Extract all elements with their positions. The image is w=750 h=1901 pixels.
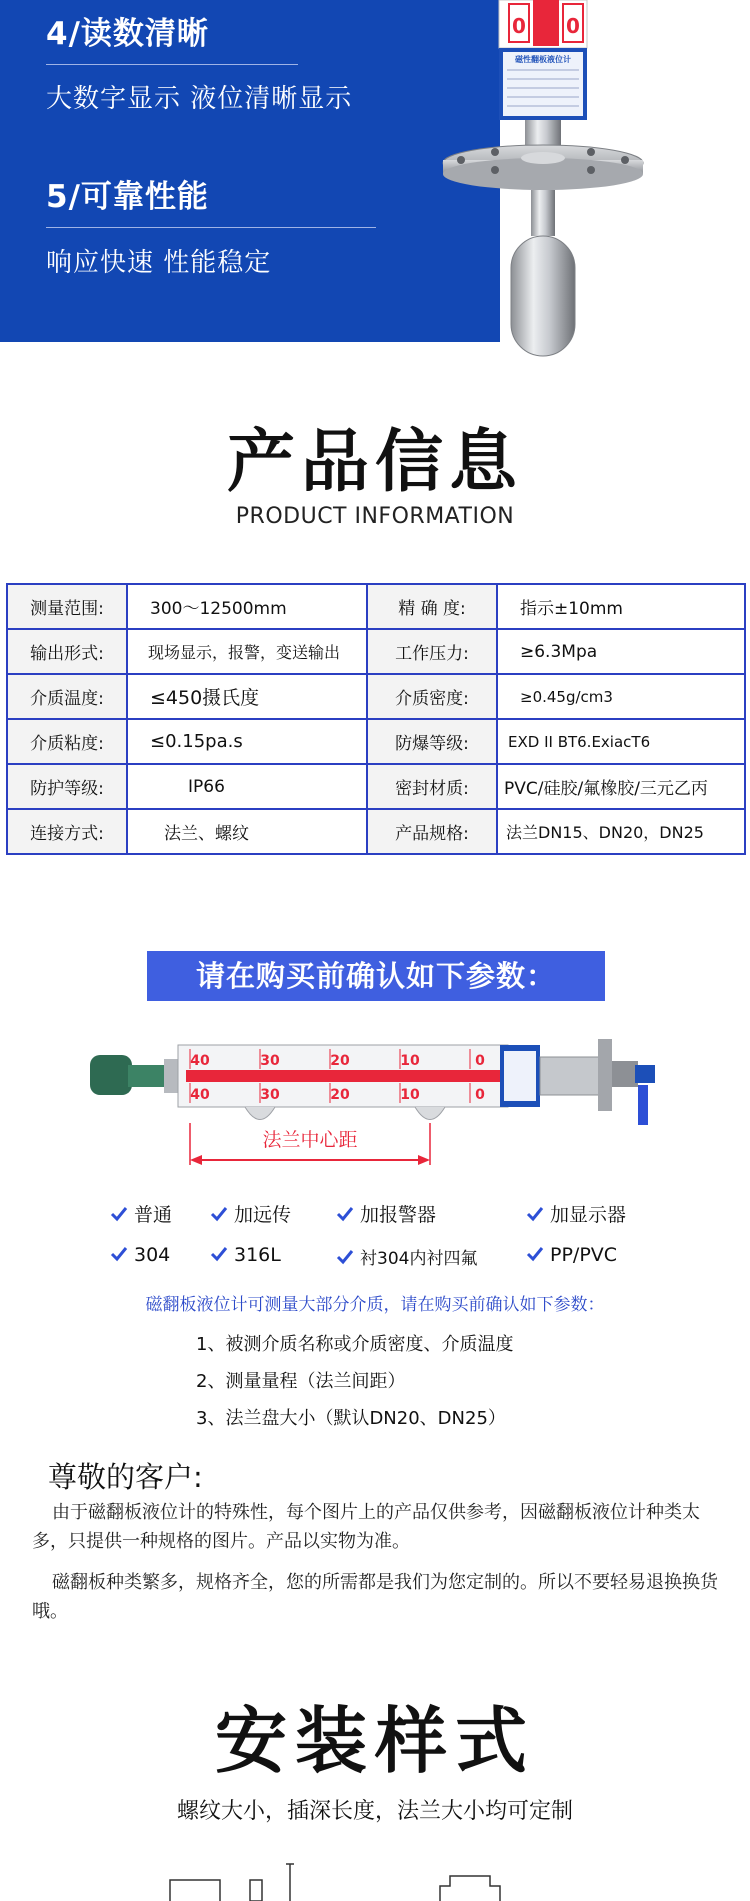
table-row — [7, 629, 745, 674]
spec-label: 精 确 度: — [367, 584, 497, 629]
customer-paragraph-2: 磁翻板种类繁多，规格齐全，您的所需都是我们为您定制的。所以不要轻易退换换货哦。 — [32, 1572, 718, 1622]
spec-value: 法兰、螺纹 — [127, 809, 367, 854]
spec-value: EXD II BT6.ExiacT6 — [497, 719, 745, 764]
spec-label: 测量范围: — [7, 584, 127, 629]
gauge-scale-label: 20 — [330, 1087, 350, 1103]
feature-desc-readability: 大数字显示 液位清晰显示 — [46, 84, 353, 114]
spec-value: 现场显示，报警，变送输出 — [127, 629, 367, 674]
option-ptfe-lined[interactable]: 衬304内衬四氟 — [336, 1244, 477, 1269]
spec-value: ≤450摄氏度 — [127, 674, 367, 719]
spec-label: 介质密度: — [367, 674, 497, 719]
gauge-digit-left: 0 — [512, 14, 526, 38]
option-display[interactable]: 加显示器 — [526, 1200, 626, 1227]
gauge-scale-label: 30 — [260, 1053, 280, 1069]
table-row — [7, 674, 745, 719]
spec-label: 介质温度: — [7, 674, 127, 719]
install-title: 安装样式 — [214, 1699, 535, 1783]
spec-label: 工作压力: — [367, 629, 497, 674]
spec-label: 防爆等级: — [367, 719, 497, 764]
spec-value: ≥0.45g/cm3 — [497, 674, 745, 719]
gauge-scale-label: 40 — [190, 1053, 210, 1069]
spec-label: 防护等级: — [7, 764, 127, 809]
product-info-title: 产品信息 — [226, 423, 523, 502]
option-alarm[interactable]: 加报警器 — [336, 1200, 436, 1227]
spec-value: 法兰DN15、DN20，DN25 — [497, 809, 745, 854]
gauge-scale-label: 10 — [400, 1087, 420, 1103]
option-standard[interactable]: 普通 — [110, 1200, 172, 1227]
checkmark-icon — [526, 1245, 544, 1263]
checkmark-icon — [210, 1245, 228, 1263]
spec-value: 指示±10mm — [497, 584, 745, 629]
gauge-scale-label: 10 — [400, 1053, 420, 1069]
spec-table — [6, 583, 746, 855]
checkmark-icon — [336, 1205, 354, 1223]
gauge-scale-label: 0 — [475, 1087, 485, 1103]
table-row — [7, 584, 745, 629]
flange-center-label: 法兰中心距 — [262, 1129, 358, 1151]
gauge-scale-label: 0 — [475, 1053, 485, 1069]
customer-paragraph-1: 由于磁翻板液位计的特殊性，每个图片上的产品仅供参考，因磁翻板液位计种类太多，只提供一种规格的图片。产品以实物为准。 — [32, 1502, 700, 1552]
checkmark-icon — [336, 1248, 354, 1266]
checkmark-icon — [110, 1205, 128, 1223]
spec-value: PVC/硅胶/氟橡胶/三元乙丙 — [497, 764, 745, 809]
gauge-scale-label: 40 — [190, 1087, 210, 1103]
feature-desc-reliability: 响应快速 性能稳定 — [46, 248, 272, 278]
spec-label: 产品规格: — [367, 809, 497, 854]
param-item: 2、测量量程（法兰间距） — [196, 1371, 406, 1392]
table-row — [7, 719, 745, 764]
feature-divider — [46, 227, 376, 228]
feature-title-reliability: 5/可靠性能 — [46, 179, 209, 215]
feature-title-readability: 4/读数清晰 — [46, 16, 209, 52]
feature-divider — [46, 64, 298, 65]
gauge-scale-label: 30 — [260, 1087, 280, 1103]
table-row — [7, 764, 745, 809]
product-info-subtitle: PRODUCT INFORMATION — [235, 504, 515, 529]
spec-value: 300～12500mm — [127, 584, 367, 629]
table-row — [7, 809, 745, 854]
spec-label: 密封材质: — [367, 764, 497, 809]
option-304[interactable]: 304 — [110, 1244, 170, 1266]
checkmark-icon — [210, 1205, 228, 1223]
param-item: 1、被测介质名称或介质密度、介质温度 — [196, 1334, 514, 1355]
gauge-scale-label: 20 — [330, 1053, 350, 1069]
spec-label: 连接方式: — [7, 809, 127, 854]
checkmark-icon — [526, 1205, 544, 1223]
spec-label: 输出形式: — [7, 629, 127, 674]
spec-value: ≤0.15pa.s — [127, 719, 367, 764]
option-pp-pvc[interactable]: PP/PVC — [526, 1244, 617, 1266]
customer-greeting: 尊敬的客户: — [48, 1460, 203, 1494]
checkmark-icon — [110, 1245, 128, 1263]
measurement-note: 磁翻板液位计可测量大部分介质，请在购买前确认如下参数： — [145, 1295, 605, 1315]
option-316l[interactable]: 316L — [210, 1244, 281, 1266]
confirm-banner: 请在购买前确认如下参数： — [147, 951, 605, 1001]
spec-label: 介质粘度: — [7, 719, 127, 764]
option-remote-transmit[interactable]: 加远传 — [210, 1200, 291, 1227]
install-subtitle: 螺纹大小，插深长度，法兰大小均可定制 — [176, 1799, 573, 1824]
level-gauge-product-image — [415, 0, 685, 380]
nameplate-title: 磁性翻板液位计 — [515, 55, 571, 64]
param-item: 3、法兰盘大小（默认DN20、DN25） — [196, 1408, 506, 1429]
install-drawing — [150, 1858, 550, 1901]
spec-value: ≥6.3Mpa — [497, 629, 745, 674]
level-gauge-diagram — [90, 1015, 690, 1190]
spec-value: IP66 — [127, 764, 367, 809]
gauge-digit-right: 0 — [566, 14, 580, 38]
